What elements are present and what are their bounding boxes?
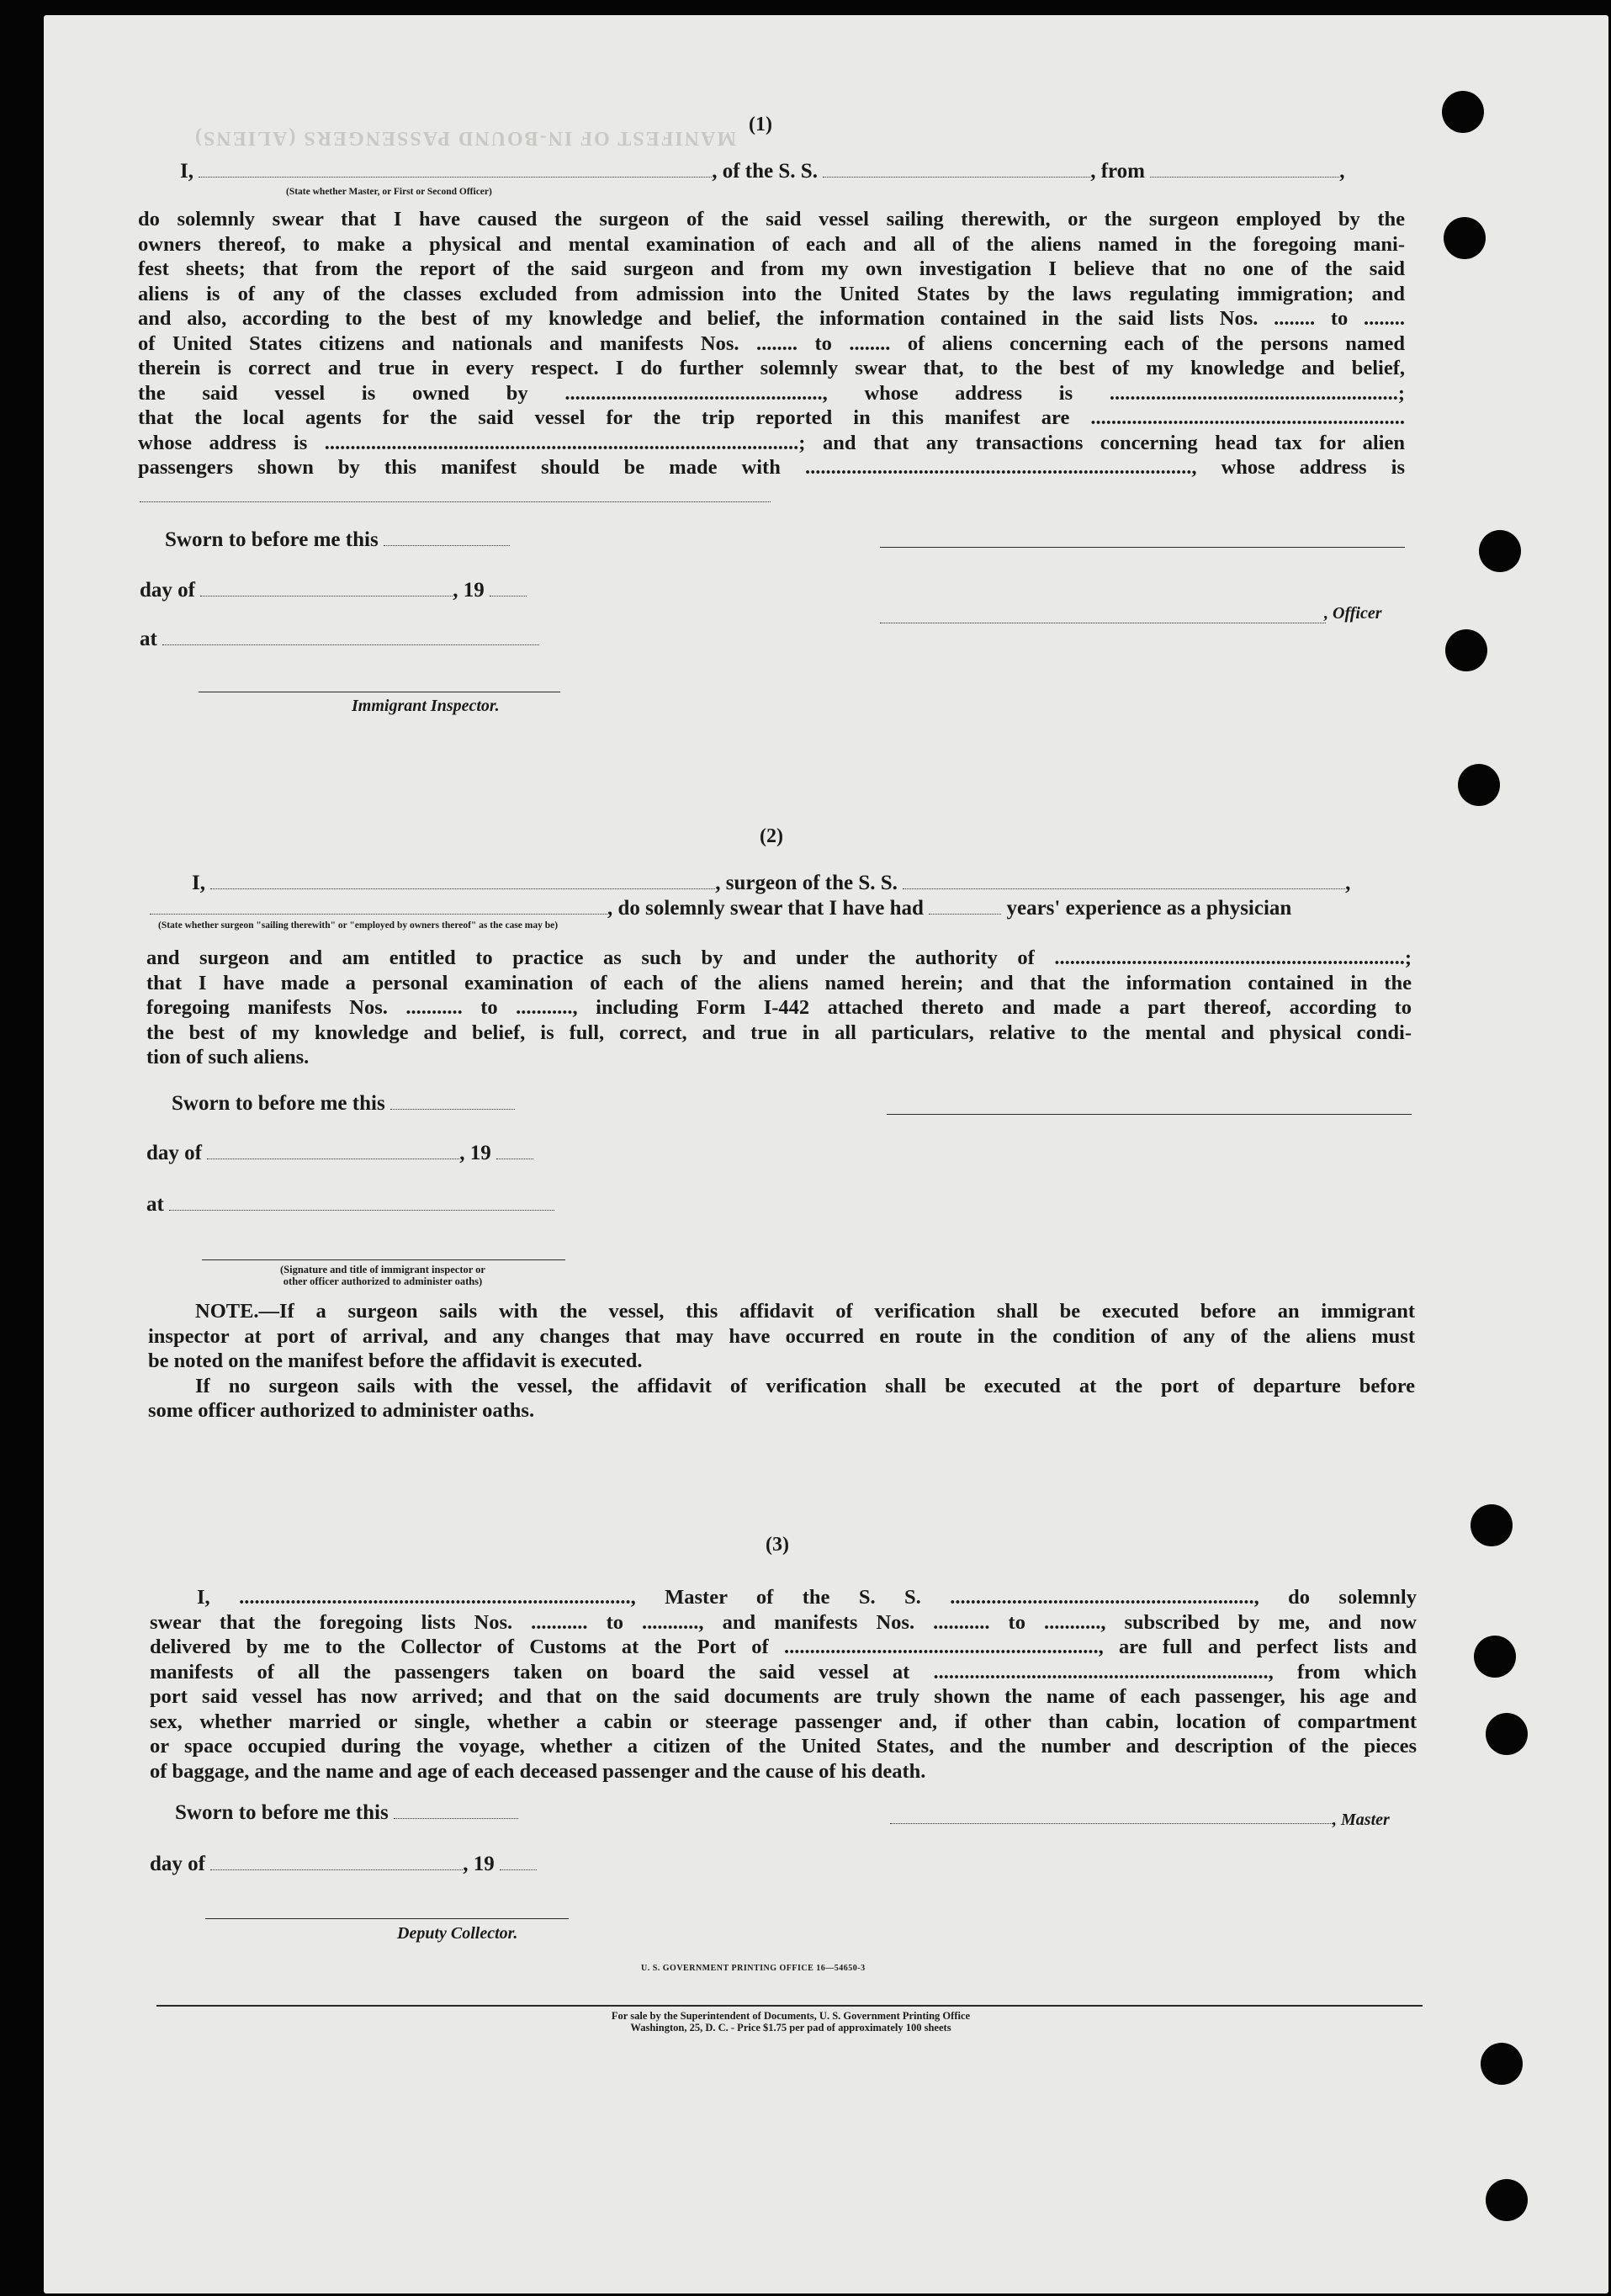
officer-note: (State whether Master, or First or Second Officer)	[286, 187, 492, 197]
section-3-number: (3)	[766, 1534, 789, 1556]
master-signature-line	[890, 1823, 1334, 1824]
bleed-through-text: MANIFEST OF IN-BOUND PASSENGERS (ALIENS)	[193, 127, 736, 149]
s3-line: swear that the foregoing lists Nos. ........... to ..........., and manifests Nos. ........... to ..........., subscribed by me, and now	[150, 1610, 1417, 1634]
deputy-collector-label: Deputy Collector.	[397, 1924, 518, 1943]
s3-line: sex, whether married or single, whether a cabin or steerage passenger and, if other than cabin, location of compartment	[150, 1710, 1417, 1733]
s3-line: port said vessel has now arrived; and that on the said documents are truly shown the name of each passenger, his age and	[150, 1685, 1417, 1708]
s1-line: and also, according to the best of my knowledge and belief, the information contained in the said lists Nos. ........ to ........	[138, 307, 1405, 330]
s2-day-field[interactable]	[207, 1142, 459, 1159]
officer-label: , Officer	[1324, 604, 1382, 623]
s1-line-first: I, , of the S. S. , from ,	[180, 160, 1345, 183]
s1-line: whose address is ............................................................................................; and that any transactions concerning head tax for alien	[138, 431, 1405, 454]
punch-hole	[1471, 1504, 1513, 1546]
s2-vessel-field[interactable]	[903, 872, 1345, 889]
s1-day-of: day of , 19	[140, 579, 527, 602]
section-3-body	[150, 1585, 1417, 1784]
s2-line: tion of such aliens.	[146, 1046, 310, 1068]
immigrant-inspector-label: Immigrant Inspector.	[352, 697, 500, 715]
surgeon-name-field[interactable]	[210, 872, 715, 889]
s2-line: and surgeon and am entitled to practice as such by and under the authority of ....................................................................;	[146, 947, 1412, 969]
s3-line: or space occupied during the voyage, whether a citizen of the United States, and the number and description of the pieces	[150, 1735, 1417, 1758]
from-port-field[interactable]	[1150, 160, 1339, 178]
s1-line: do solemnly swear that I have caused the surgeon of the said vessel sailing therewith, or the surgeon employed by the	[138, 208, 1405, 231]
s2-signature-note: (Signature and title of immigrant inspector or other officer authorized to administer oaths)	[280, 1264, 485, 1287]
s3-year-field[interactable]	[500, 1853, 537, 1870]
s1-sworn: Sworn to before me this	[165, 528, 510, 552]
note-line: NOTE.—If a surgeon sails with the vessel, this affidavit of verification shall be executed before an immigrant	[195, 1300, 1415, 1323]
s2-line-first: I, , surgeon of the S. S. ,	[192, 872, 1351, 894]
s3-line: delivered by me to the Collector of Customs at the Port of ............................................................., are full and perfect lists and	[150, 1636, 1417, 1658]
s3-day-of: day of , 19	[150, 1853, 537, 1876]
section-2-number: (2)	[760, 825, 783, 847]
footer-rule	[156, 2005, 1423, 2007]
s1-at-field[interactable]	[162, 628, 539, 645]
note-line: If no surgeon sails with the vessel, the affidavit of verification shall be executed at the port of departure before	[195, 1374, 1415, 1397]
s3-line: I, ............................................................................, Master of the S. S. ..........................................................., do solemnly	[197, 1586, 1417, 1609]
deputy-signature-line	[205, 1918, 569, 1919]
master-label: , Master	[1333, 1811, 1390, 1829]
officer-name-line	[880, 547, 1405, 548]
s1-line: the said vessel is owned by .................................................., whose address is ........................................................;	[138, 381, 1405, 405]
note-line: be noted on the manifest before the affidavit is executed.	[148, 1349, 643, 1372]
surgeon-note: (State whether surgeon "sailing therewith" or "employed by owners thereof" as the case may be)	[158, 920, 559, 931]
s1-line: fest sheets; that from the report of the said surgeon and from my own investigation I believe that no one of the said	[138, 257, 1405, 280]
section-1-number: (1)	[749, 114, 772, 135]
s1-line: of United States citizens and nationals and manifests Nos. ........ to ........ of aliens concerning each of the persons named	[138, 331, 1405, 355]
s3-sworn: Sworn to before me this	[175, 1801, 518, 1825]
s1-at: at	[140, 628, 539, 651]
s2-at-field[interactable]	[169, 1193, 554, 1211]
section-2-body	[146, 946, 1412, 1070]
s3-day-field[interactable]	[210, 1853, 463, 1870]
s1-year-field[interactable]	[490, 579, 527, 597]
s3-line: manifests of all the passengers taken on board the said vessel at ................................................................., from which	[150, 1660, 1417, 1684]
s3-sworn-date-field[interactable]	[394, 1801, 518, 1819]
s2-signature-line	[202, 1259, 565, 1260]
s2-sworn-date-field[interactable]	[390, 1092, 515, 1110]
gpo-imprint: U. S. GOVERNMENT PRINTING OFFICE 16—54650-3	[641, 1964, 866, 1973]
punch-hole	[1486, 1713, 1528, 1755]
years-experience-field[interactable]	[929, 897, 1001, 915]
address-line	[140, 501, 771, 502]
surgeon-type-field[interactable]	[150, 897, 607, 915]
vessel-name-field[interactable]	[823, 160, 1090, 178]
punch-hole	[1444, 217, 1486, 259]
sale-notice: For sale by the Superintendent of Documents, U. S. Government Printing Office Washington, 25, D. C. - Price $1.75 per pad of approximately 100 sheets	[611, 2010, 971, 2034]
punch-hole	[1486, 2179, 1528, 2221]
punch-hole	[1442, 91, 1484, 133]
section-1-body	[138, 207, 1405, 480]
punch-hole	[1479, 530, 1521, 572]
s1-line: that the local agents for the said vessel for the trip reported in this manifest are .............................................................	[138, 406, 1405, 429]
s1-line: therein is correct and true in every respect. I do further solemnly swear that, to the best of my knowledge and belief,	[138, 357, 1405, 379]
s1-line: aliens is of any of the classes excluded from admission into the United States by the laws regulating immigration; and	[138, 282, 1405, 305]
master-name-field[interactable]	[199, 160, 712, 178]
s2-day-of: day of , 19	[146, 1142, 533, 1165]
s2-line: the best of my knowledge and belief, is full, correct, and true in all particulars, relative to the mental and physical condi-	[146, 1021, 1412, 1044]
s1-sworn-date-field[interactable]	[384, 528, 510, 546]
s1-day-field[interactable]	[200, 579, 453, 597]
punch-hole	[1474, 1636, 1516, 1678]
punch-hole	[1458, 764, 1500, 806]
s2-line-second: , do solemnly swear that I have had years' experience as a physician	[150, 897, 1291, 920]
s1-line: owners thereof, to make a physical and mental examination of each and all of the aliens named in the foregoing mani-	[138, 232, 1405, 256]
s2-year-field[interactable]	[496, 1142, 533, 1159]
s2-line: foregoing manifests Nos. ........... to ..........., including Form I-442 attached thereto and made a part thereof, according to	[146, 996, 1412, 1019]
punch-hole	[1445, 629, 1487, 671]
surgeon-signature-line	[887, 1114, 1412, 1115]
s2-sworn: Sworn to before me this	[172, 1092, 515, 1116]
section-2-note	[148, 1299, 1415, 1424]
s2-at: at	[146, 1193, 554, 1217]
punch-hole	[1481, 2043, 1523, 2085]
note-line: some officer authorized to administer oaths.	[148, 1399, 535, 1422]
note-line: inspector at port of arrival, and any changes that may have occurred en route in the condition of any of the aliens must	[148, 1324, 1415, 1348]
s1-line: passengers shown by this manifest should be made with ..........................................................................., whose address is	[138, 456, 1405, 479]
s3-line: of baggage, and the name and age of each deceased passenger and the cause of his death.	[150, 1759, 926, 1783]
s2-line: that I have made a personal examination of each of the aliens named herein; and that the information contained in the	[146, 971, 1412, 994]
